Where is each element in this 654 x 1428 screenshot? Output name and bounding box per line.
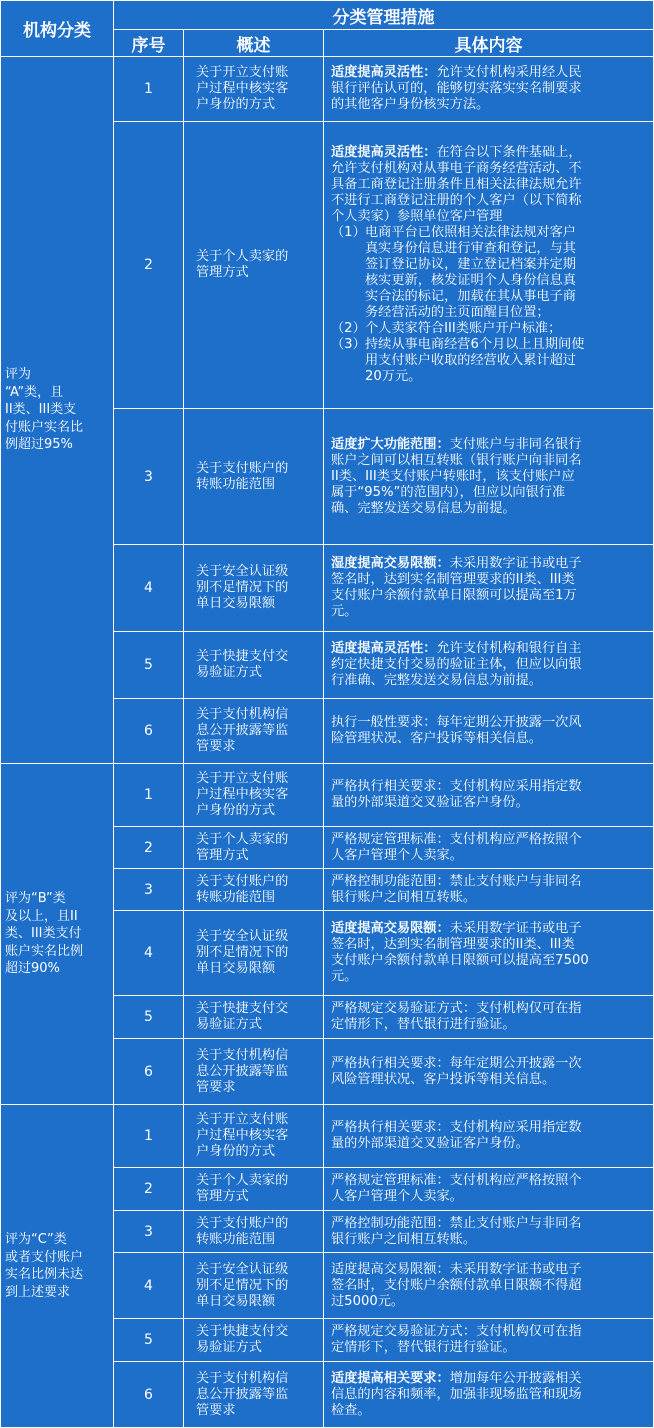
seq-cell: 1	[114, 1105, 184, 1168]
seq-cell: 2	[114, 122, 184, 409]
item-marker: （3）	[331, 337, 366, 352]
emphasis-label: 适度提高灵活性：	[331, 65, 437, 80]
summary-cell: 关于个人卖家的 管理方式	[184, 827, 324, 869]
seq-cell: 2	[114, 1168, 184, 1211]
summary-cell: 关于支付机构信 息公开披露等监 管要求	[184, 1039, 324, 1105]
summary-cell: 关于安全认证级 别不足情况下的 单日交易限额	[184, 911, 324, 996]
seq-cell: 3	[114, 409, 184, 545]
content-cell: 严格执行相关要求：支付机构应采用指定数 量的外部渠道交叉验证客户身份。	[324, 1105, 654, 1168]
summary-cell: 关于快捷支付交 易验证方式	[184, 632, 324, 699]
content-cell: 严格规定管理标准：支付机构应严格按照个 人客户管理个人卖家。	[324, 827, 654, 869]
seq-cell: 4	[114, 1253, 184, 1319]
table-row	[1, 1105, 654, 1168]
summary-cell: 关于安全认证级 别不足情况下的 单日交易限额	[184, 545, 324, 632]
content-cell: 严格控制功能范围：禁止支付账户与非同名 银行账户之间相互转账。	[324, 869, 654, 911]
summary-cell: 关于支付账户的 转账功能范围	[184, 1211, 324, 1253]
content-cell: 严格规定交易验证方式：支付机构仅可在指 定情形下，替代银行进行验证。	[324, 996, 654, 1039]
summary-cell: 关于支付机构信 息公开披露等监 管要求	[184, 699, 324, 764]
content-cell: 适度提高灵活性：允许支付机构和银行自主 约定快捷支付交易的验证主体，但应以向银 行准确、完整发送交易信息为前提。	[324, 632, 654, 699]
header-category: 机构分类	[1, 1, 114, 57]
table-row	[1, 57, 654, 122]
condition-item: （2） 个人卖家符合III类账户开户标准；	[331, 321, 562, 336]
summary-cell: 关于支付账户的 转账功能范围	[184, 409, 324, 545]
item-marker: （1）	[331, 225, 366, 240]
seq-cell: 4	[114, 545, 184, 632]
summary-cell: 关于快捷支付交 易验证方式	[184, 996, 324, 1039]
summary-cell: 关于支付账户的 转账功能范围	[184, 869, 324, 911]
content-cell: 适度提高灵活性：允许支付机构采用经人民 银行评估认可的，能够切实落实实名制要求 的其他客户身份核实方法。	[324, 57, 654, 122]
header-seq: 序号	[114, 30, 184, 57]
seq-cell: 5	[114, 996, 184, 1039]
condition-item: （1） 电商平台已依照相关法律法规对客户 真实身份信息进行审查和登记，与其 签订登记协议，建立登记档案并定期 核实更新，核发证明个人身份信息真 实合法的标记，加载在其从事电子商 务经营活动的主页面醒目位置；	[331, 225, 576, 320]
header-summary: 概述	[184, 30, 324, 57]
emphasis-label: 湿度提高交易限额：	[331, 556, 450, 571]
summary-cell: 关于个人卖家的 管理方式	[184, 1168, 324, 1211]
content-cell: 适度扩大功能范围：支付账户与非同名银行 账户之间可以相互转账（银行账户向非同名 II类、III类支付账户转账时，该支付账户应 属于“95%”的范围内），但应以向银行准 确、完整发送交易信息为前提。	[324, 409, 654, 545]
summary-cell: 关于开立支付账 户过程中核实客 户身份的方式	[184, 1105, 324, 1168]
content-cell: 严格规定交易验证方式：支付机构仅可在指 定情形下，替代银行进行验证。	[324, 1319, 654, 1362]
seq-cell: 4	[114, 911, 184, 996]
emphasis-label: 适度提高相关要求：	[331, 1370, 450, 1386]
seq-cell: 3	[114, 869, 184, 911]
seq-cell: 5	[114, 632, 184, 699]
summary-cell: 关于个人卖家的 管理方式	[184, 122, 324, 409]
summary-cell: 关于开立支付账 户过程中核实客 户身份的方式	[184, 57, 324, 122]
content-cell: 适度提高灵活性：在符合以下条件基础上， 允许支付机构对从事电子商务经营活动、不 具备工商登记注册条件且相关法律法规允许 不进行工商登记注册的个人客户（以下简称 个人卖家）参照单位客户管理 （1） 电商平台已依照相关法律法规对客户 真实身份信息进行审查和登记，与其 签订登记协议，建立登记档案并定期 核实更新，核发证明个人身份信息真 实合法的标记，加载在其从事电子商 务经营活动的主页面醒目位置； （2） 个人卖家符合III类账户开户标准； （3） 持续从事电商经营6个月以上且期间使 用支付账户收取的经营收入累计超过 20万元。	[324, 122, 654, 409]
summary-cell: 关于支付机构信 息公开披露等监 管要求	[184, 1362, 324, 1428]
emphasis-label: 适度提高灵活性：	[331, 641, 437, 656]
content-cell: 严格执行相关要求：支付机构应采用指定数 量的外部渠道交叉验证客户身份。	[324, 764, 654, 827]
content-cell: 湿度提高交易限额：未采用数字证书或电子 签名时，达到实名制管理要求的II类、III类 支付账户余额付款单日限额可以提高至1万 元。	[324, 545, 654, 632]
seq-cell: 3	[114, 1211, 184, 1253]
header-measures: 分类管理措施	[114, 1, 654, 30]
content-cell: 适度提高相关要求：增加每年公开披露相关 信息的内容和频率，加强非现场监管和现场 检查。	[324, 1362, 654, 1428]
category-cell: 评为 “A”类，且 II类、III类支 付账户实名比 例超过95%	[1, 57, 114, 764]
content-cell: 严格控制功能范围：禁止支付账户与非同名 银行账户之间相互转账。	[324, 1211, 654, 1253]
content-cell: 执行一般性要求：每年定期公开披露一次风 险管理状况、客户投诉等相关信息。	[324, 699, 654, 764]
emphasis-label: 适度提高交易限额：	[331, 921, 450, 936]
condition-item: （3） 持续从事电商经营6个月以上且期间使 用支付账户收取的经营收入累计超过 20万元。	[331, 337, 585, 384]
seq-cell: 6	[114, 699, 184, 764]
summary-cell: 关于安全认证级 别不足情况下的 单日交易限额	[184, 1253, 324, 1319]
seq-cell: 5	[114, 1319, 184, 1362]
seq-cell: 2	[114, 827, 184, 869]
content-cell: 严格执行相关要求：每年定期公开披露一次 风险管理状况、客户投诉等相关信息。	[324, 1039, 654, 1105]
table-row	[1, 764, 654, 827]
content-cell: 适度提高交易限额：未采用数字证书或电子 签名时，达到实名制管理要求的II类、III类 支付账户余额付款单日限额可以提高至7500 元。	[324, 911, 654, 996]
emphasis-label: 适度提高灵活性：	[331, 145, 437, 160]
summary-cell: 关于快捷支付交 易验证方式	[184, 1319, 324, 1362]
item-marker: （2）	[331, 321, 366, 336]
seq-cell: 6	[114, 1362, 184, 1428]
header-content: 具体内容	[324, 30, 654, 57]
content-cell: 严格规定管理标准：支付机构应严格按照个 人客户管理个人卖家。	[324, 1168, 654, 1211]
seq-cell: 1	[114, 764, 184, 827]
emphasis-label: 适度扩大功能范围：	[331, 436, 450, 452]
category-cell: 评为“B”类 及以上，且II 类、III类支付 账户实名比例 超过90%	[1, 764, 114, 1105]
summary-cell: 关于开立支付账 户过程中核实客 户身份的方式	[184, 764, 324, 827]
seq-cell: 1	[114, 57, 184, 122]
content-cell: 适度提高交易限额：未采用数字证书或电子 签名时，支付账户余额付款单日限额不得超 过5000元。	[324, 1253, 654, 1319]
seq-cell: 6	[114, 1039, 184, 1105]
category-cell: 评为“C”类 或者支付账户 实名比例未达 到上述要求	[1, 1105, 114, 1428]
